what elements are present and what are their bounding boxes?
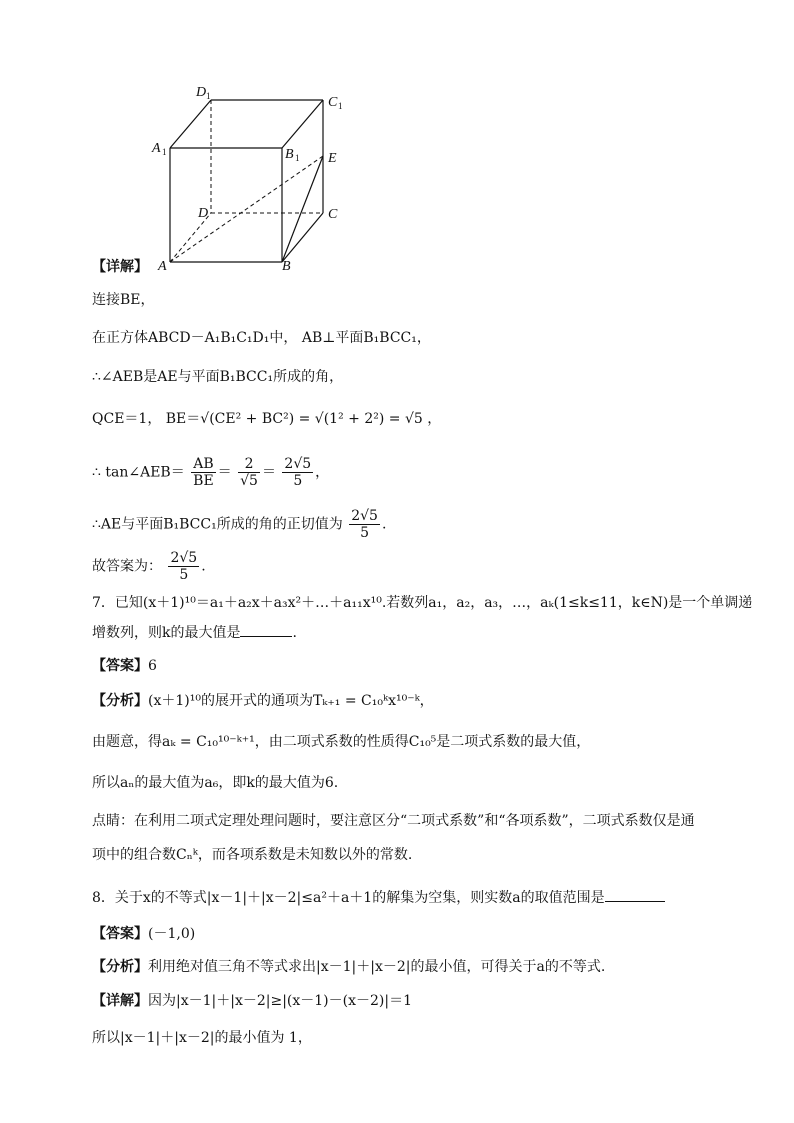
label-b1: B — [285, 147, 294, 162]
answer-7: 【答案】6 — [92, 658, 157, 674]
svg-text:1: 1 — [162, 147, 167, 157]
answer-blank — [605, 889, 665, 902]
line-tan: ∴ tan∠AEB＝ $\frac{AB}{BE}$ ＝ $\frac{2}{√5}$ ＝ $\frac{2√5}{5}$ ， — [92, 456, 330, 489]
cube-figure — [140, 80, 540, 270]
svg-text:1: 1 — [338, 101, 343, 111]
line-tangent-result: ∴AE与平面B₁BCC₁所成的角的正切值为 $\frac{2√5}{5}$ . — [92, 508, 387, 541]
detail-8: 【详解】因为|x－1|＋|x－2|≥|(x－1)－(x－2)|＝1 — [92, 993, 412, 1009]
analysis-8: 【分析】利用绝对值三角不等式求出|x－1|＋|x－2|的最小值，可得关于a的不等式. — [92, 959, 606, 975]
svg-text:1: 1 — [206, 91, 211, 101]
line-answer: 故答案为： $\frac{2√5}{5}$ . — [92, 550, 206, 583]
line-cube-perpendicular: 在正方体ABCD－A₁B₁C₁D₁中， AB⊥平面B₁BCC₁， — [92, 330, 431, 346]
question-7-line2: 增数列，则k的最大值是 . — [92, 625, 297, 641]
line-connect-be: 连接BE， — [92, 292, 155, 308]
question-7-line1: 7．已知(x＋1)¹⁰＝a₁＋a₂x＋a₃x²＋…＋a₁₁x¹⁰.若数列a₁，a₂，a₃，…，aₖ(1≤k≤11，k∈N)是一个单调递 — [92, 595, 753, 611]
label-a1: A — [152, 141, 161, 156]
detail-tag: 【详解】 — [92, 259, 148, 275]
answer-8: 【答案】(－1,0) — [92, 926, 196, 942]
label-c1: C — [328, 95, 338, 110]
label-d: D — [198, 206, 209, 221]
svg-text:1: 1 — [295, 153, 300, 163]
answer-blank — [240, 624, 292, 637]
line-angle-def: ∴∠AEB是AE与平面B₁BCC₁所成的角， — [92, 369, 344, 385]
label-b: B — [282, 259, 291, 270]
note-line2: 项中的组合数Cₙᵏ，而各项系数是未知数以外的常数. — [92, 847, 413, 863]
question-8: 8．关于x的不等式|x－1|＋|x－2|≤a²＋a＋1的解集为空集，则实数a的取值范围是 — [92, 889, 665, 907]
label-d1: D — [196, 85, 207, 100]
analysis-7: 【分析】(x＋1)¹⁰的展开式的通项为Tₖ₊₁ = C₁₀ᵏx¹⁰⁻ᵏ， — [92, 693, 434, 709]
line-max-k: 所以aₙ的最大值为a₆，即k的最大值为6. — [92, 775, 339, 791]
label-e: E — [328, 151, 337, 166]
line-min-value: 所以|x－1|＋|x－2|的最小值为 1， — [92, 1030, 312, 1046]
note-line1: 点睛：在利用二项式定理处理问题时，要注意区分“二项式系数”和“各项系数”，二项式系数仅是通 — [92, 813, 695, 829]
label-c: C — [328, 207, 338, 222]
line-coefficient: 由题意，得aₖ = C₁₀¹⁰⁻ᵏ⁺¹，由二项式系数的性质得C₁₀⁵是二项式系数的最大值， — [92, 734, 591, 750]
label-a: A — [158, 259, 167, 270]
line-be-length: QCE＝1， BE＝√(CE² + BC²) = √(1² + 2²) = √5 ， — [92, 411, 442, 427]
